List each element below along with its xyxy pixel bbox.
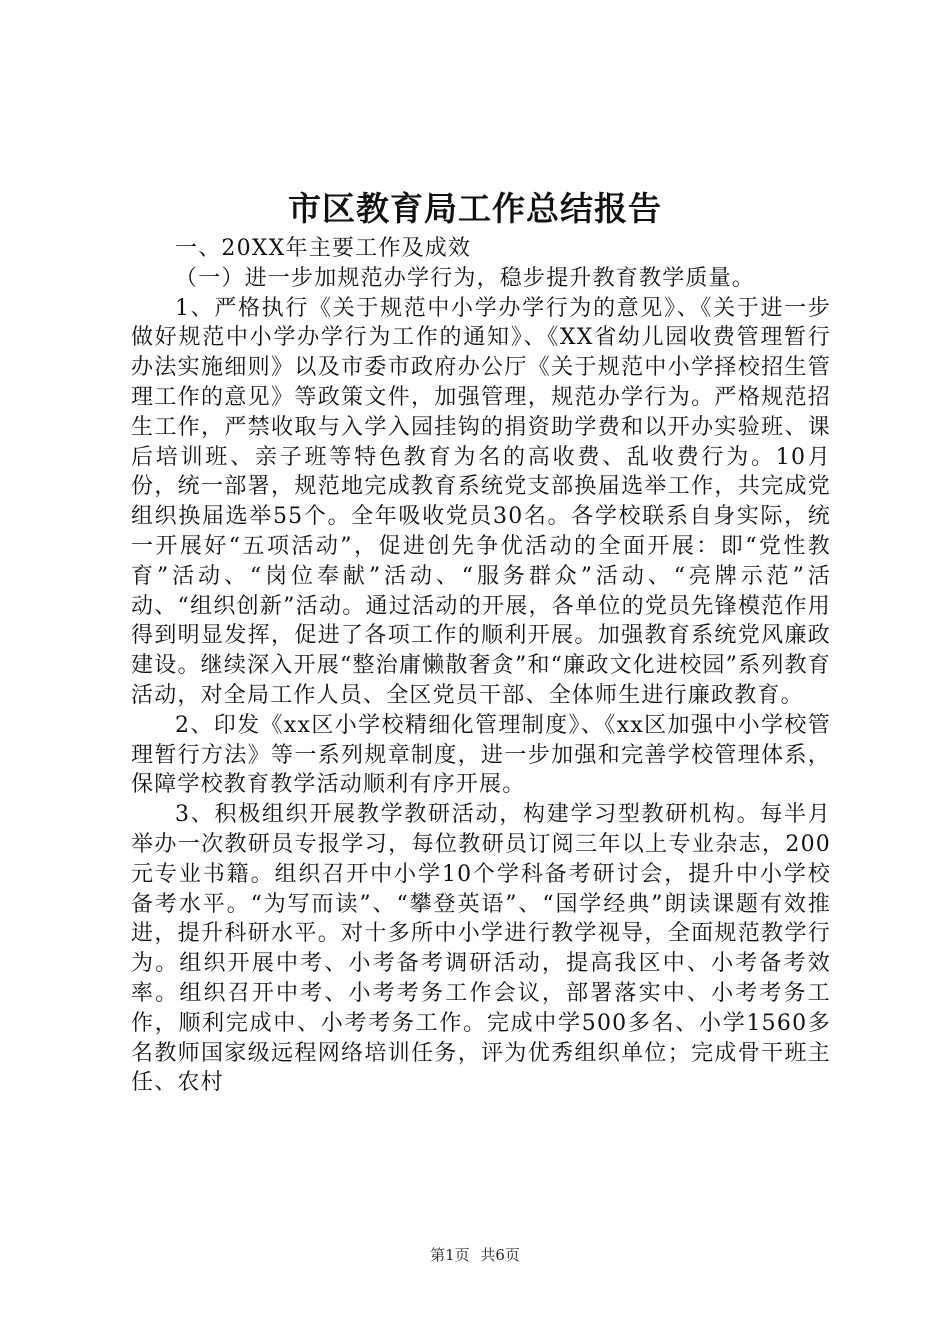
subsection-heading: （一）进一步加规范办学行为，稳步提升教育教学质量。 (175, 265, 756, 291)
document-body (131, 234, 831, 1098)
page-footer (0, 1245, 950, 1265)
page-total: 共6页 (480, 1246, 520, 1264)
body-paragraph: 2、印发《xx区小学校精细化管理制度》、《xx区加强中小学校管理暂行方法》等一系列规章制度，进一步加强和完善学校管理体系，保障学校教育教学活动顺利有序开展。 (131, 712, 831, 798)
document-title: 市区教育局工作总结报告 (288, 189, 662, 228)
body-paragraph: 1、严格执行《关于规范中小学办学行为的意见》、《关于进一步做好规范中小学办学行为工作的通知》、《XX省幼儿园收费管理暂行办法实施细则》以及市委市政府办公厅《关于规范中小学择校招生管理工作的意见》等政策文件，加强管理，规范办学行为。严格规范招生工作，严禁收取与入学入园挂钩的捐资助学费和以开办实验班、课后培训班、亲子班等特色教育为名的高收费、乱收费行为。10月份，统一部署，规范地完成教育系统党支部换届选举工作，共完成党组织换届选举55个。全年吸收党员30名。各学校联系自身实际，统一开展好“五项活动”，促进创先争优活动的全面开展：即“党性教育”活动、“岗位奉献”活动、“服务群众”活动、“亮牌示范”活动、“组织创新”活动。通过活动的开展，各单位的党员先锋模范作用得到明显发挥，促进了各项工作的顺利开展。加强教育系统党风廉政建设。继续深入开展“整治庸懒散奢贪”和“廉政文化进校园”系列教育活动，对全局工作人员、全区党员干部、全体师生进行廉政教育。 (131, 295, 831, 708)
page-number: 第1页 (430, 1246, 470, 1264)
body-paragraph: 3、积极组织开展教学教研活动，构建学习型教研机构。每半月举办一次教研员专报学习，每位教研员订阅三年以上专业杂志，200元专业书籍。组织召开中小学10个学科备考研讨会，提升中小学校备考水平。“为写而读”、“攀登英语”、“国学经典”朗读课题有效推进，提升科研水平。对十多所中小学进行教学视导，全面规范教学行为。组织开展中考、小考备考调研活动，提高我区中、小考备考效率。组织召开中考、小考考务工作会议，部署落实中、小考考务工作，顺利完成中、小考考务工作。完成中学500多名、小学1560多名教师国家级远程网络培训任务，评为优秀组织单位；完成骨干班主任、农村 (131, 802, 831, 1096)
section-heading: 一、20XX年主要工作及成效 (175, 236, 472, 261)
